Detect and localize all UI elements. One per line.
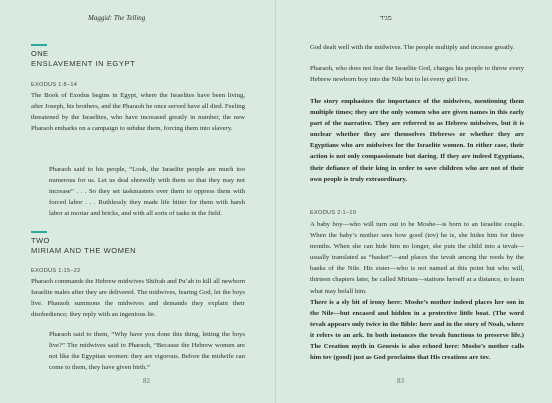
scripture-quote: Pharaoh said to them, “Why have you done this thing, letting the boys live?” The midwives said to Pharaoh, “Because the Hebrew women are not like the Egyptian women: they are vigorous. Before the midwife can come to them, they have given birth.” — [49, 331, 245, 372]
source-reference: EXODUS 2:1–10 — [310, 210, 357, 216]
right-page — [276, 0, 552, 403]
intro-paragraph: Pharaoh commands the Hebrew midwives Shifrah and Pu’ah to kill all newborn Israelite males after they are delivered. The midwives, fearing God, let the boys live. Pharaoh summons the midwives and demands they explain their disobedience; they reply with an ingenious lie. — [31, 278, 245, 319]
source-reference: EXODUS 1:8–14 — [31, 82, 78, 88]
section-number: TWO — [31, 236, 50, 245]
section-rule — [31, 231, 47, 233]
section-rule — [31, 44, 47, 46]
page-number: 82 — [143, 377, 150, 385]
intro-paragraph: The Book of Exodus begins in Egypt, where the Israelites have been living, after Joseph, his brothers, and the Pharaoh he once served have all died. Feeling threatened by the Israelites, who have increased greatly in number, the new Pharaoh embarks on a campaign to subdue them, forcing them into slavery. — [31, 92, 245, 133]
running-head-left: Maggid: The Telling — [88, 14, 146, 22]
body-paragraph: A baby boy—who will turn out to be Moshe—is born to an Israelite couple. When the baby’s mother sees how good (tov) he is, she hides him for three months. When she can hide him no longer, she puts the child into a tevah—usually translated as “basket”—and places the tevah among the reeds by the banks of the Nile. His sister—who is not named at this point but who will, thirteen chapters later, be called Miriam—stations herself at a distance, to learn what may befall him. — [310, 221, 524, 295]
body-paragraph: Pharaoh, who does not fear the Israelite God, charges his people to throw every Hebrew newborn boy into the Nile but to let every girl live. — [310, 65, 524, 84]
source-reference: EXODUS 1:15–22 — [31, 268, 81, 274]
running-head-right: מגיד — [380, 14, 392, 22]
commentary-paragraph: There is a sly bit of irony here: Moshe’s mother indeed places her son in the Nile—but encased and hidden in a protective little boat. (The word tevah appears only twice in the Bible: here and in the story of Noah, where it refers to an ark. In both instances the tevah functions to preserve life.) The Creation myth in Genesis is also echoed here: Moshe’s mother calls him tov (good) just as God proclaims that His creations are tov. — [310, 299, 524, 362]
scripture-quote: Pharaoh said to his people, “Look, the Israelite people are much too numerous for us. Let us deal shrewdly with them so that they may not increase” . . . So they set taskmasters over them to oppress them with forced labor . . . Ruthlessly they made life bitter for them with harsh labor at mortar and bricks, and with all sorts of tasks in the field. — [49, 166, 245, 218]
body-paragraph: God dealt well with the midwives. The people multiply and increase greatly. — [310, 44, 515, 51]
section-title: MIRIAM AND THE WOMEN — [31, 246, 137, 255]
section-title: ENSLAVEMENT IN EGYPT — [31, 59, 136, 68]
section-number: ONE — [31, 49, 49, 58]
page-number: 83 — [397, 377, 404, 385]
commentary-paragraph: The story emphasizes the importance of the midwives, mentioning them multiple times; they are the only women who are given names in this early part of the narrative. They are referred to as Hebrew midwives, but it is unclear whether they are themselves Hebrews or whether they are Egyptians who are midwives for the Israelite women. In either case, their action is not only compassionate but daring. If they are indeed Egyptians, their defiance of their king in order to save children who are not of their own people is truly extraordinary. — [310, 98, 524, 183]
